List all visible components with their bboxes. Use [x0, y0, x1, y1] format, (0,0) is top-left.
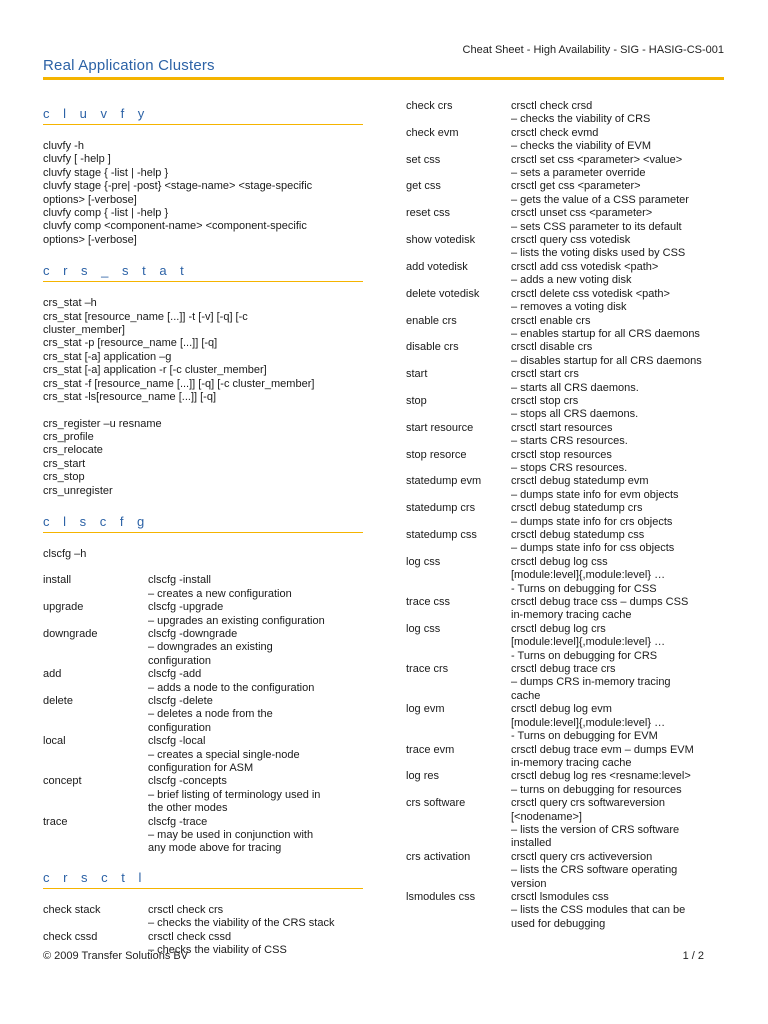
- command-line: cluvfy stage {-pre| -post} <stage-name> <stage-specific: [43, 180, 313, 193]
- command-row: [406, 663, 726, 703]
- description-line: version: [511, 877, 547, 890]
- description-line: in-memory tracing cache: [511, 756, 632, 769]
- description-line: – deletes a node from the: [148, 708, 273, 721]
- command-label: crs activation: [406, 850, 471, 863]
- command-label: check crs: [406, 100, 453, 112]
- command-line: cluvfy comp { -list | -help }: [43, 207, 169, 220]
- command-description: [511, 529, 726, 556]
- command-row: [43, 695, 363, 735]
- command-line: crs_stat [resource_name [...]] -t [-v] [-q] [-c: [43, 310, 248, 323]
- description-line: crsctl unset css <parameter>: [511, 207, 653, 220]
- command-row: [406, 100, 726, 127]
- description-line: – sets CSS parameter to its default: [511, 220, 682, 233]
- command-row: [406, 127, 726, 154]
- description-line: – upgrades an existing configuration: [148, 614, 325, 627]
- command-line: cluvfy stage { -list | -help }: [43, 166, 169, 179]
- description-line: – adds a node to the configuration: [148, 681, 315, 694]
- command-line: cluvfy -h: [43, 140, 84, 152]
- command-row: [43, 628, 363, 668]
- command-description: [511, 395, 726, 422]
- command-description: [148, 601, 363, 628]
- command-line: crs_stat -f [resource_name [...]] [-q] [-c cluster_member]: [43, 377, 315, 390]
- command-description: [511, 556, 726, 596]
- description-line: clscfg -trace: [148, 815, 208, 828]
- description-line: – lists the CSS modules that can be: [511, 904, 686, 917]
- command-row: [406, 891, 726, 931]
- command-description: [148, 574, 363, 601]
- description-line: configuration: [148, 721, 211, 734]
- command-label: crs software: [406, 797, 466, 810]
- command-line: crs_relocate: [43, 444, 103, 457]
- command-description: [511, 154, 726, 181]
- left-column: [43, 96, 363, 958]
- command-description: [511, 851, 726, 891]
- command-row: [43, 735, 363, 775]
- description-line: – brief listing of terminology used in: [148, 788, 321, 801]
- command-description: [511, 341, 726, 368]
- page-header-id: Cheat Sheet - High Availability - SIG - HASIG-CS-001: [462, 44, 724, 56]
- command-label: trace evm: [406, 743, 455, 756]
- description-line: crsctl check crs: [148, 903, 224, 916]
- clscfg-intro: clscfg –h: [43, 547, 87, 560]
- description-line: crsctl start crs: [511, 368, 579, 381]
- command-label: local: [43, 735, 66, 748]
- description-line: cache: [511, 689, 541, 702]
- description-line: – disables startup for all CRS daemons: [511, 354, 702, 367]
- command-line: cluvfy [ -help ]: [43, 153, 111, 166]
- command-row: [406, 703, 726, 743]
- description-line: – lists the voting disks used by CSS: [511, 247, 686, 260]
- section-title-cluvfy: c l u v f y: [43, 106, 150, 121]
- footer-copyright: © 2009 Transfer Solutions BV: [43, 950, 189, 962]
- command-label: concept: [43, 775, 82, 788]
- description-line: – checks the viability of the CRS stack: [148, 917, 335, 930]
- command-row: [406, 154, 726, 181]
- command-label: install: [43, 574, 72, 587]
- section-title-crs-stat: c r s _ s t a t: [43, 263, 189, 279]
- command-description: [511, 422, 726, 449]
- command-row: [406, 234, 726, 261]
- command-row: [406, 341, 726, 368]
- command-description: [511, 891, 726, 931]
- command-label: add: [43, 668, 62, 681]
- crs-commands-list: [43, 418, 363, 498]
- section-divider: [43, 281, 363, 282]
- command-row: [406, 623, 726, 663]
- command-description: [511, 502, 726, 529]
- command-line: crs_unregister: [43, 484, 113, 497]
- description-line: – dumps CRS in-memory tracing: [511, 676, 671, 689]
- description-line: configuration for ASM: [148, 762, 254, 775]
- command-label: start resource: [406, 421, 474, 434]
- description-line: in-memory tracing cache: [511, 609, 632, 622]
- description-line: [<nodename>]: [511, 810, 582, 823]
- description-line: clscfg -install: [148, 574, 211, 587]
- command-description: [511, 770, 726, 797]
- description-line: – checks the viability of EVM: [511, 140, 652, 153]
- description-line: crsctl debug trace crs: [511, 663, 616, 676]
- command-row: [406, 395, 726, 422]
- command-line: crs_stat [-a] application –g: [43, 350, 172, 363]
- command-description: [511, 703, 726, 743]
- description-line: crsctl debug log evm: [511, 703, 612, 716]
- description-line: – creates a new configuration: [148, 587, 292, 600]
- description-line: crsctl query crs softwareversion: [511, 797, 666, 810]
- description-line: clscfg -downgrade: [148, 627, 238, 640]
- section-title-clscfg: c l s c f g: [43, 513, 150, 529]
- description-line: – starts CRS resources.: [511, 435, 628, 448]
- command-row: [406, 288, 726, 315]
- command-line: options> [-verbose]: [43, 193, 137, 206]
- command-row: [43, 601, 363, 628]
- description-line: crsctl delete css votedisk <path>: [511, 287, 670, 300]
- command-description: [511, 596, 726, 623]
- command-description: [511, 315, 726, 342]
- command-label: statedump crs: [406, 502, 476, 515]
- description-line: – downgrades an existing: [148, 641, 273, 654]
- description-line: clscfg -delete: [148, 695, 213, 707]
- command-description: [511, 623, 726, 663]
- description-line: – stops all CRS daemons.: [511, 408, 639, 421]
- command-line: crs_stat -ls[resource_name [...]] [-q]: [43, 391, 217, 404]
- command-label: downgrade: [43, 627, 98, 640]
- description-line: crsctl stop crs: [511, 394, 579, 407]
- description-line: [module:level]{,module:level} …: [511, 716, 666, 729]
- description-line: crsctl check evmd: [511, 126, 599, 139]
- description-line: clscfg -add: [148, 668, 202, 681]
- description-line: crsctl enable crs: [511, 314, 591, 327]
- description-line: crsctl get css <parameter>: [511, 180, 641, 193]
- command-label: trace: [43, 815, 68, 828]
- description-line: [module:level]{,module:level} …: [511, 636, 666, 649]
- description-line: crsctl debug trace evm – dumps EVM: [511, 743, 694, 756]
- command-line: cluvfy comp <component-name> <component-specific: [43, 220, 307, 233]
- description-line: clscfg -local: [148, 735, 206, 748]
- command-row: [406, 770, 726, 797]
- description-line: [module:level]{,module:level} …: [511, 569, 666, 582]
- description-line: crsctl check cssd: [148, 930, 232, 943]
- command-row: [406, 475, 726, 502]
- command-description: [511, 288, 726, 315]
- command-row: [406, 797, 726, 851]
- description-line: crsctl stop resources: [511, 448, 612, 461]
- command-label: log evm: [406, 703, 445, 716]
- description-line: – checks the viability of CSS: [148, 944, 287, 957]
- description-line: - Turns on debugging for CSS: [511, 582, 657, 595]
- description-line: – removes a voting disk: [511, 301, 627, 314]
- description-line: – gets the value of a CSS parameter: [511, 193, 689, 206]
- command-description: [148, 735, 363, 775]
- command-line: crs_stat [-a] application -r [-c cluster_member]: [43, 364, 267, 377]
- description-line: crsctl lsmodules css: [511, 890, 609, 903]
- command-description: [511, 207, 726, 234]
- crs-stat-list: [43, 297, 363, 404]
- command-description: [148, 628, 363, 668]
- command-label: check cssd: [43, 930, 98, 943]
- command-row: [406, 529, 726, 556]
- command-description: [148, 904, 363, 931]
- section-divider: [43, 888, 363, 889]
- command-row: [43, 816, 363, 856]
- command-label: log css: [406, 555, 441, 568]
- command-line: crs_stat –h: [43, 297, 97, 310]
- clscfg-table: [43, 574, 363, 856]
- description-line: configuration: [148, 654, 211, 667]
- command-line: options> [-verbose]: [43, 233, 137, 246]
- command-label: enable crs: [406, 314, 457, 327]
- command-description: [511, 100, 726, 127]
- command-label: stop resorce: [406, 448, 467, 461]
- description-line: the other modes: [148, 802, 228, 815]
- command-row: [406, 596, 726, 623]
- command-label: delete: [43, 695, 73, 707]
- command-line: crs_register –u resname: [43, 417, 162, 430]
- command-description: [511, 744, 726, 771]
- command-description: [148, 775, 363, 815]
- command-label: get css: [406, 180, 441, 193]
- description-line: – sets a parameter override: [511, 167, 646, 180]
- command-label: log res: [406, 770, 440, 783]
- command-description: [511, 261, 726, 288]
- command-label: set css: [406, 153, 441, 166]
- right-column: [406, 100, 726, 931]
- command-row: [406, 422, 726, 449]
- description-line: – dumps state info for css objects: [511, 542, 675, 555]
- command-line: cluster_member]: [43, 324, 125, 337]
- command-row: [406, 315, 726, 342]
- command-description: [148, 695, 363, 735]
- description-line: - Turns on debugging for EVM: [511, 730, 658, 743]
- description-line: clscfg -concepts: [148, 775, 227, 788]
- section-divider: [43, 532, 363, 533]
- description-line: clscfg -upgrade: [148, 601, 224, 614]
- description-line: crsctl query css votedisk: [511, 234, 631, 247]
- command-description: [511, 368, 726, 395]
- description-line: crsctl query crs activeversion: [511, 850, 653, 863]
- cluvfy-list: [43, 140, 363, 247]
- crsctl-table-right: [406, 100, 726, 931]
- command-row: [43, 574, 363, 601]
- description-line: crsctl debug log css: [511, 555, 608, 568]
- description-line: – creates a special single-node: [148, 748, 300, 761]
- description-line: crsctl debug trace css – dumps CSS: [511, 596, 689, 609]
- command-label: statedump evm: [406, 475, 482, 488]
- command-row: [406, 180, 726, 207]
- description-line: crsctl set css <parameter> <value>: [511, 153, 683, 166]
- command-line: crs_stat -p [resource_name [...]] [-q]: [43, 337, 218, 350]
- command-label: show votedisk: [406, 234, 476, 247]
- description-line: – enables startup for all CRS daemons: [511, 327, 700, 340]
- description-line: crsctl disable crs: [511, 341, 593, 354]
- command-line: crs_profile: [43, 430, 94, 443]
- description-line: – stops CRS resources.: [511, 461, 628, 474]
- description-line: crsctl debug statedump evm: [511, 475, 649, 488]
- description-line: used for debugging: [511, 917, 606, 930]
- command-description: [511, 127, 726, 154]
- description-line: crsctl debug statedump crs: [511, 502, 643, 515]
- command-description: [511, 234, 726, 261]
- description-line: – adds a new voting disk: [511, 274, 632, 287]
- header-rule: [43, 77, 724, 80]
- description-line: any mode above for tracing: [148, 842, 282, 855]
- description-line: crsctl debug log res <resname:level>: [511, 770, 691, 783]
- command-label: lsmodules css: [406, 890, 476, 903]
- command-label: start: [406, 368, 428, 381]
- description-line: – turns on debugging for resources: [511, 783, 682, 796]
- command-label: disable crs: [406, 341, 459, 354]
- command-row: [406, 207, 726, 234]
- command-description: [511, 475, 726, 502]
- command-label: log css: [406, 622, 441, 635]
- description-line: – checks the viability of CRS: [511, 113, 651, 126]
- command-description: [511, 663, 726, 703]
- command-row: [43, 904, 363, 931]
- description-line: crsctl check crsd: [511, 100, 593, 112]
- command-row: [406, 502, 726, 529]
- description-line: – lists the version of CRS software: [511, 823, 680, 836]
- command-row: [406, 556, 726, 596]
- description-line: installed: [511, 837, 552, 850]
- description-line: - Turns on debugging for CRS: [511, 649, 658, 662]
- description-line: – dumps state info for crs objects: [511, 515, 673, 528]
- command-description: [511, 449, 726, 476]
- description-line: – lists the CRS software operating: [511, 864, 678, 877]
- command-label: upgrade: [43, 601, 84, 614]
- command-label: stop: [406, 394, 427, 407]
- command-row: [406, 261, 726, 288]
- description-line: crsctl debug statedump css: [511, 529, 645, 541]
- command-row: [406, 851, 726, 891]
- section-divider: [43, 124, 363, 125]
- command-label: trace css: [406, 596, 451, 609]
- command-label: check stack: [43, 903, 101, 916]
- command-row: [406, 449, 726, 476]
- section-title-crsctl: c r s c t l: [43, 869, 147, 885]
- command-label: delete votedisk: [406, 287, 480, 300]
- command-description: [511, 180, 726, 207]
- description-line: crsctl add css votedisk <path>: [511, 260, 659, 273]
- command-line: crs_stop: [43, 471, 85, 484]
- command-row: [406, 744, 726, 771]
- command-row: [406, 368, 726, 395]
- command-label: statedump css: [406, 529, 477, 541]
- command-line: crs_start: [43, 457, 86, 470]
- command-label: trace crs: [406, 663, 449, 676]
- command-label: check evm: [406, 126, 459, 139]
- page-title: Real Application Clusters: [43, 57, 215, 74]
- command-description: [148, 668, 363, 695]
- description-line: – dumps state info for evm objects: [511, 488, 679, 501]
- command-row: [43, 775, 363, 815]
- command-label: reset css: [406, 207, 451, 220]
- description-line: crsctl debug log crs: [511, 622, 606, 635]
- description-line: – starts all CRS daemons.: [511, 381, 639, 394]
- command-description: [148, 816, 363, 856]
- description-line: crsctl start resources: [511, 421, 613, 434]
- footer-page-number: 1 / 2: [682, 950, 704, 962]
- command-label: add votedisk: [406, 260, 468, 273]
- command-row: [43, 668, 363, 695]
- command-description: [511, 797, 726, 851]
- description-line: – may be used in conjunction with: [148, 829, 314, 842]
